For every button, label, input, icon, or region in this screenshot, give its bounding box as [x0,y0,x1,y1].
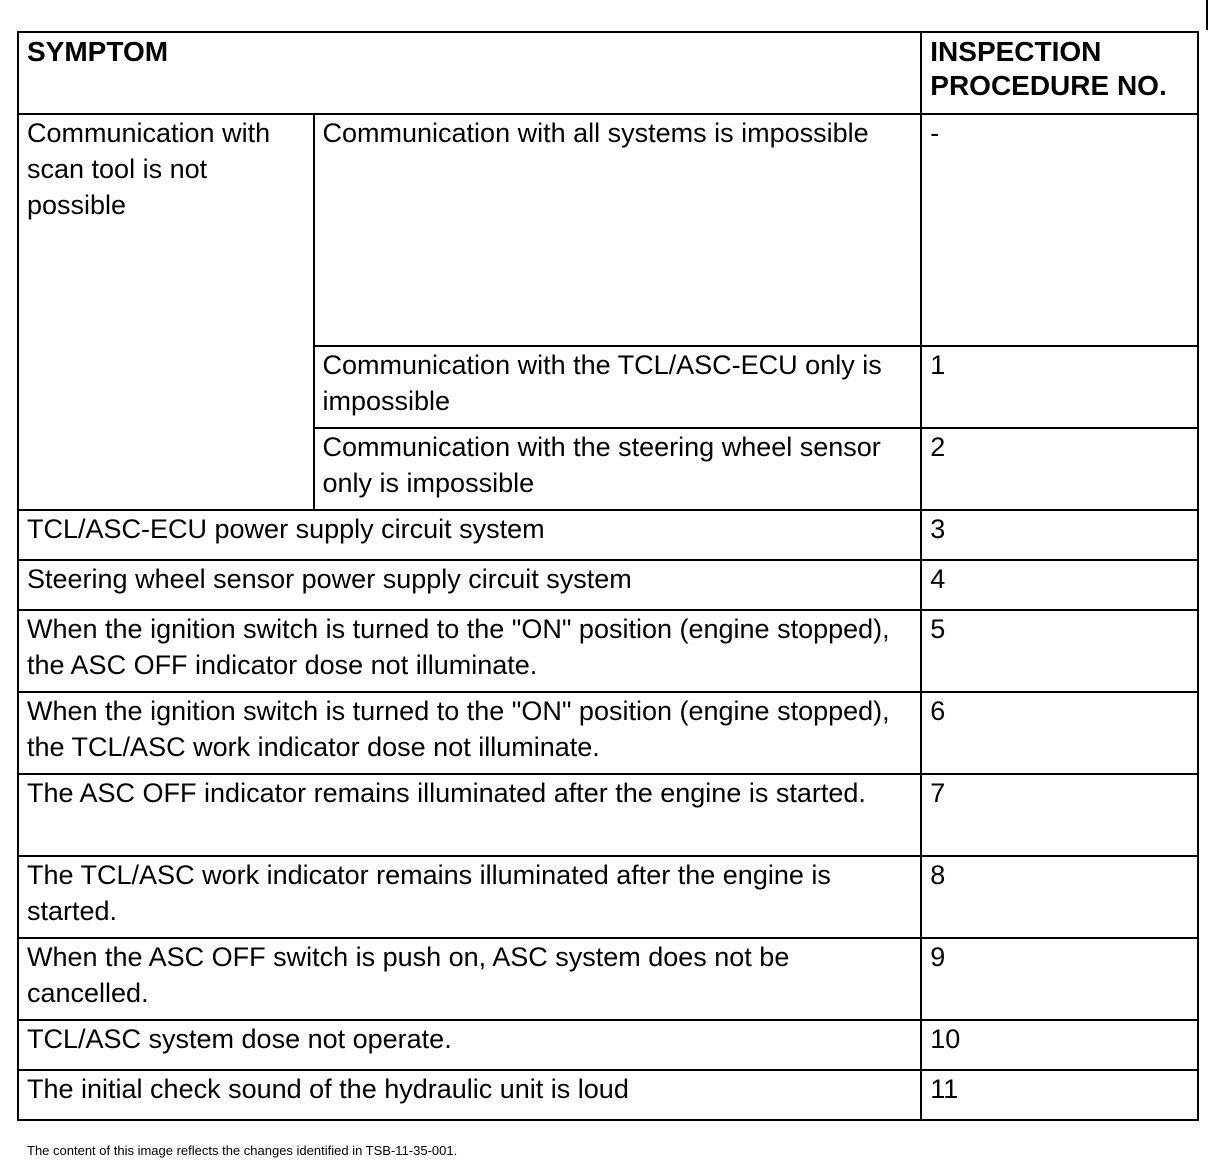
footnote: The content of this image reflects the changes identified in TSB-11-35-001. [27,1143,458,1158]
symptom-cell: Steering wheel sensor power supply circuit system [18,560,921,610]
procedure-header-line2: PROCEDURE NO. [930,70,1167,101]
symptom-cell: When the ASC OFF switch is push on, ASC system does not be cancelled. [18,938,921,1020]
procedure-header [921,32,1198,114]
table-row [18,560,1198,610]
symptom-header: SYMPTOM [18,32,921,114]
table-header-row [18,32,1198,114]
procedure-cell: 6 [921,692,1198,774]
symptom-cell: The initial check sound of the hydraulic unit is loud [18,1070,921,1120]
procedure-cell: 8 [921,856,1198,938]
procedure-header-line1: INSPECTION [930,36,1102,67]
procedure-cell: - [921,114,1198,346]
procedure-cell: 10 [921,1020,1198,1070]
procedure-cell: 7 [921,774,1198,856]
table-row [18,692,1198,774]
symptom-cell: When the ignition switch is turned to the "ON" position (engine stopped), the TCL/ASC work indicator dose not illuminate. [18,692,921,774]
table-row [18,1020,1198,1070]
table-row [18,774,1198,856]
table-row [18,114,1198,346]
procedure-cell: 11 [921,1070,1198,1120]
symptom-cell: Communication with the steering wheel sensor only is impossible [314,428,922,510]
symptom-cell: TCL/ASC system dose not operate. [18,1020,921,1070]
procedure-cell: 9 [921,938,1198,1020]
table-row [18,938,1198,1020]
table-row [18,1070,1198,1120]
procedure-cell: 1 [921,346,1198,428]
communication-group-label: Communication with scan tool is not possible [18,114,314,510]
procedure-cell: 4 [921,560,1198,610]
table-row [18,510,1198,560]
symptom-cell: When the ignition switch is turned to the "ON" position (engine stopped), the ASC OFF indicator dose not illuminate. [18,610,921,692]
symptom-cell: Communication with the TCL/ASC-ECU only is impossible [314,346,922,428]
symptom-cell: Communication with all systems is impossible [314,114,922,346]
symptom-cell: The TCL/ASC work indicator remains illuminated after the engine is started. [18,856,921,938]
symptom-cell: The ASC OFF indicator remains illuminated after the engine is started. [18,774,921,856]
page-edge-line [1206,0,1208,30]
table-row [18,856,1198,938]
table-row [18,610,1198,692]
procedure-cell: 3 [921,510,1198,560]
symptom-cell: TCL/ASC-ECU power supply circuit system [18,510,921,560]
symptom-table [17,31,1199,1121]
procedure-cell: 2 [921,428,1198,510]
procedure-cell: 5 [921,610,1198,692]
